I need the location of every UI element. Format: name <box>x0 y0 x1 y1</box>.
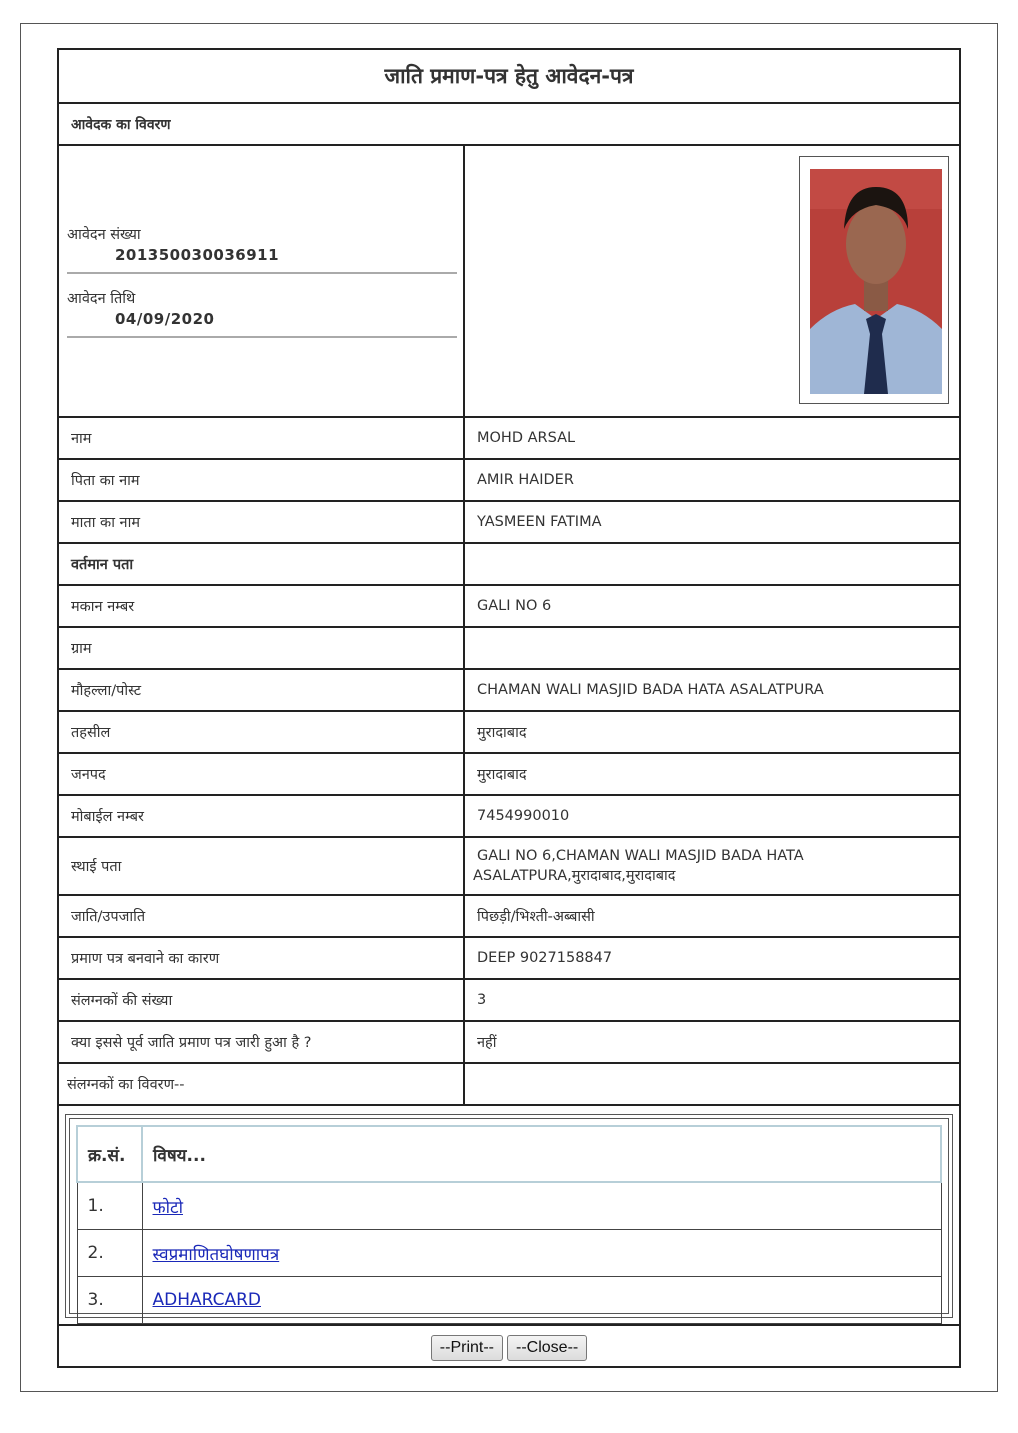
subject-cell <box>142 1182 941 1230</box>
serial-cell: 2. <box>77 1230 142 1277</box>
print-button[interactable]: --Print-- <box>431 1335 503 1361</box>
table-row <box>77 1277 941 1324</box>
button-bar <box>59 1324 959 1370</box>
field-label: नाम <box>59 418 465 458</box>
serial-cell: 1. <box>77 1182 142 1230</box>
applicant-photo <box>810 169 942 394</box>
table-row <box>77 1230 941 1277</box>
row-mother-name <box>59 502 959 544</box>
field-value <box>465 544 959 584</box>
table-row <box>77 1182 941 1230</box>
field-label: स्थाई पता <box>59 838 465 894</box>
field-value: 7454990010 <box>477 808 570 824</box>
row-village <box>59 628 959 670</box>
subject-cell <box>142 1230 941 1277</box>
row-attachment-count <box>59 980 959 1022</box>
attachments-panel <box>65 1114 953 1318</box>
application-header <box>59 146 959 418</box>
field-value-line: ASALATPURA,मुरादाबाद,मुरादाबाद <box>473 868 676 884</box>
table-header-row <box>77 1126 941 1182</box>
field-label: प्रमाण पत्र बनवाने का कारण <box>59 938 465 978</box>
field-value: 3 <box>477 992 487 1008</box>
field-label: मोबाईल नम्बर <box>59 796 465 836</box>
field-value-line: GALI NO 6,CHAMAN WALI MASJID BADA HATA <box>477 848 804 864</box>
field-value: नहीं <box>477 1035 497 1051</box>
attachment-link-photo[interactable]: फोटो <box>152 1197 183 1218</box>
application-number: 201350030036911 <box>115 246 280 264</box>
column-header-subject: विषय... <box>142 1126 941 1182</box>
attachment-link-aadhaar[interactable]: ADHARCARD <box>152 1290 261 1310</box>
row-mobile-number <box>59 796 959 838</box>
field-value: MOHD ARSAL <box>477 430 576 446</box>
field-label: जनपद <box>59 754 465 794</box>
field-value <box>465 628 959 668</box>
field-label: माता का नाम <box>59 502 465 542</box>
field-label: जाति/उपजाति <box>59 896 465 936</box>
application-date-label: आवेदन तिथि <box>67 291 136 307</box>
subject-cell <box>142 1277 941 1324</box>
field-value: CHAMAN WALI MASJID BADA HATA ASALATPURA <box>477 682 824 698</box>
row-father-name <box>59 460 959 502</box>
field-value: AMIR HAIDER <box>477 472 574 488</box>
row-house-number <box>59 586 959 628</box>
field-value <box>465 1064 959 1104</box>
field-label: क्या इससे पूर्व जाति प्रमाण पत्र जारी हुआ है ? <box>59 1022 465 1062</box>
application-form <box>57 48 961 1368</box>
field-label: संलग्नकों का विवरण-- <box>59 1064 465 1104</box>
close-button[interactable]: --Close-- <box>507 1335 587 1361</box>
applicant-photo-frame <box>799 156 949 404</box>
field-label: संलग्नकों की संख्या <box>59 980 465 1020</box>
field-label: ग्राम <box>59 628 465 668</box>
row-caste <box>59 896 959 938</box>
field-value: मुरादाबाद <box>477 725 527 741</box>
field-label: मौहल्ला/पोस्ट <box>59 670 465 710</box>
attachments-table <box>76 1125 942 1324</box>
field-value: पिछड़ी/भिश्ती-अब्बासी <box>477 909 595 925</box>
divider <box>67 336 457 338</box>
field-label: तहसील <box>59 712 465 752</box>
field-label: मकान नम्बर <box>59 586 465 626</box>
field-label: वर्तमान पता <box>59 544 465 584</box>
attachment-link-self-declaration[interactable]: स्वप्रमाणितघोषणापत्र <box>152 1244 280 1265</box>
row-permanent-address <box>59 838 959 896</box>
field-value: GALI NO 6 <box>477 598 552 614</box>
application-date: 04/09/2020 <box>115 310 215 328</box>
application-number-label: आवेदन संख्या <box>67 227 141 243</box>
field-label: पिता का नाम <box>59 460 465 500</box>
section-applicant-details: आवेदक का विवरण <box>59 104 959 146</box>
row-current-address <box>59 544 959 586</box>
field-value: मुरादाबाद <box>477 767 527 783</box>
row-previous-certificate <box>59 1022 959 1064</box>
serial-cell: 3. <box>77 1277 142 1324</box>
row-tehsil <box>59 712 959 754</box>
divider <box>67 272 457 274</box>
row-locality-post <box>59 670 959 712</box>
application-info <box>59 146 465 416</box>
field-value <box>465 838 959 894</box>
column-header-serial: क्र.सं. <box>77 1126 142 1182</box>
row-name <box>59 418 959 460</box>
field-value: DEEP 9027158847 <box>477 950 613 966</box>
row-reason <box>59 938 959 980</box>
row-attachment-details <box>59 1064 959 1106</box>
field-value: YASMEEN FATIMA <box>477 514 602 530</box>
row-district <box>59 754 959 796</box>
form-title: जाति प्रमाण-पत्र हेतु आवेदन-पत्र <box>59 50 959 104</box>
